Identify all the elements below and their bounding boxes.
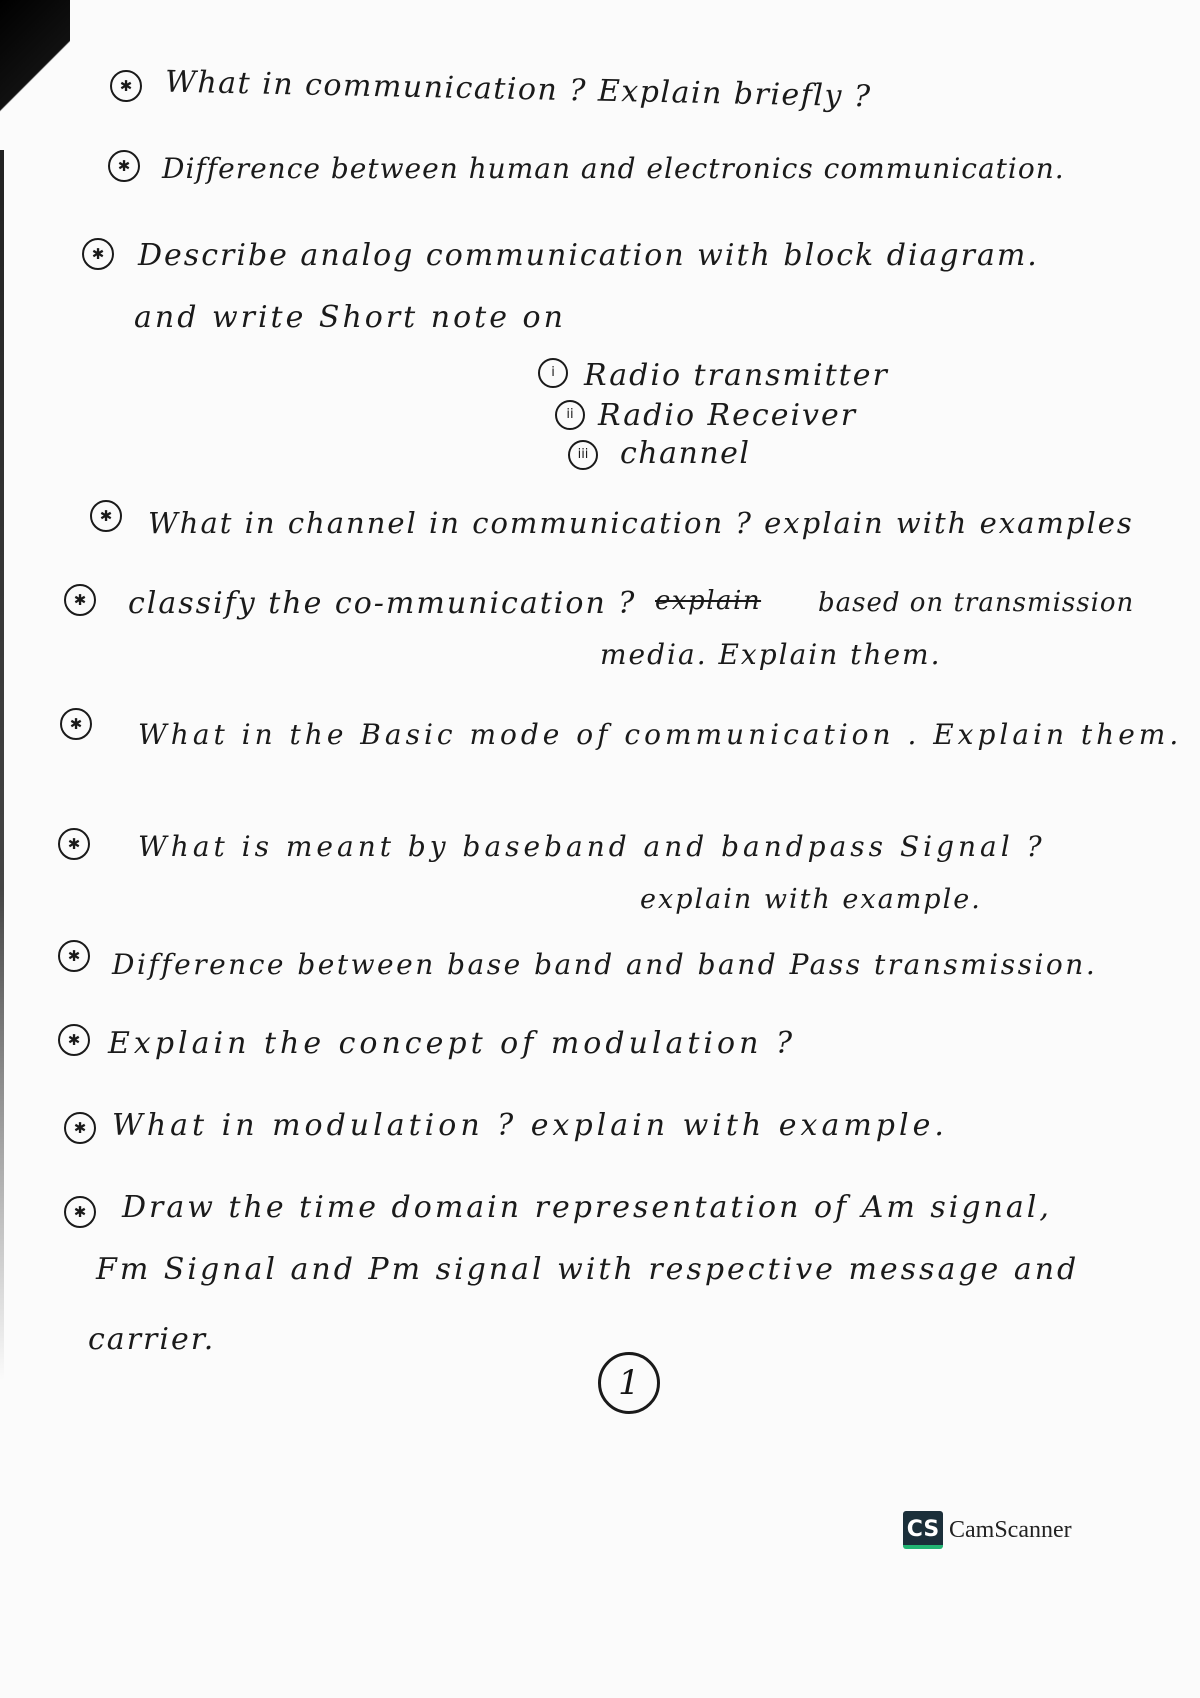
- question-5-line-end: based on transmission: [818, 588, 1135, 618]
- question-1: What in communication ? Explain briefly ?: [164, 64, 872, 115]
- question-bullet: ✱: [110, 70, 142, 102]
- question-7: What is meant by baseband and bandpass Signal ?: [138, 830, 1046, 863]
- short-note-number: ii: [555, 400, 585, 430]
- question-11: Draw the time domain representation of Am signal,: [122, 1190, 1052, 1225]
- question-8: Difference between base band and band Pass transmission.: [112, 948, 1098, 981]
- camscanner-logo: CS: [903, 1511, 943, 1549]
- short-note-2: Radio Receiver: [598, 398, 858, 433]
- page-number: 1: [598, 1352, 660, 1414]
- short-note-number: iii: [568, 440, 598, 470]
- question-bullet: ✱: [64, 1112, 96, 1144]
- question-bullet: ✱: [60, 708, 92, 740]
- question-5-struck-word: explain: [655, 586, 762, 616]
- camscanner-watermark: [903, 1510, 1072, 1550]
- scan-left-edge: [0, 150, 4, 1380]
- question-10: What in modulation ? explain with example.: [112, 1108, 948, 1143]
- question-3: Describe analog communication with block diagram.: [138, 238, 1039, 273]
- question-bullet: ✱: [58, 1024, 90, 1056]
- camscanner-name: CamScanner: [949, 1516, 1072, 1543]
- question-6: What in the Basic mode of communication . Explain them.: [138, 718, 1183, 751]
- short-note-3: channel: [620, 436, 751, 471]
- short-note-number: i: [538, 358, 568, 388]
- question-5: classify the co-mmunication ?: [128, 586, 637, 621]
- question-2: Difference between human and electronics communication.: [162, 152, 1065, 185]
- question-bullet: ✱: [58, 828, 90, 860]
- question-11-line-2: Fm Signal and Pm signal with respective message and: [96, 1252, 1080, 1287]
- question-9: Explain the concept of modulation ?: [108, 1026, 797, 1061]
- question-11-line-3: carrier.: [88, 1322, 216, 1357]
- question-bullet: ✱: [108, 150, 140, 182]
- question-3-line-2: and write Short note on: [134, 300, 566, 335]
- question-bullet: ✱: [82, 238, 114, 270]
- question-bullet: ✱: [58, 940, 90, 972]
- question-bullet: ✱: [90, 500, 122, 532]
- short-note-1: Radio transmitter: [584, 358, 889, 393]
- question-4: What in channel in communication ? explain with examples: [148, 506, 1134, 540]
- scan-corner-shadow: [0, 0, 70, 130]
- question-7-line-2: explain with example.: [640, 884, 982, 915]
- question-bullet: ✱: [64, 1196, 96, 1228]
- question-bullet: ✱: [64, 584, 96, 616]
- question-5-line-2: media. Explain them.: [600, 638, 942, 671]
